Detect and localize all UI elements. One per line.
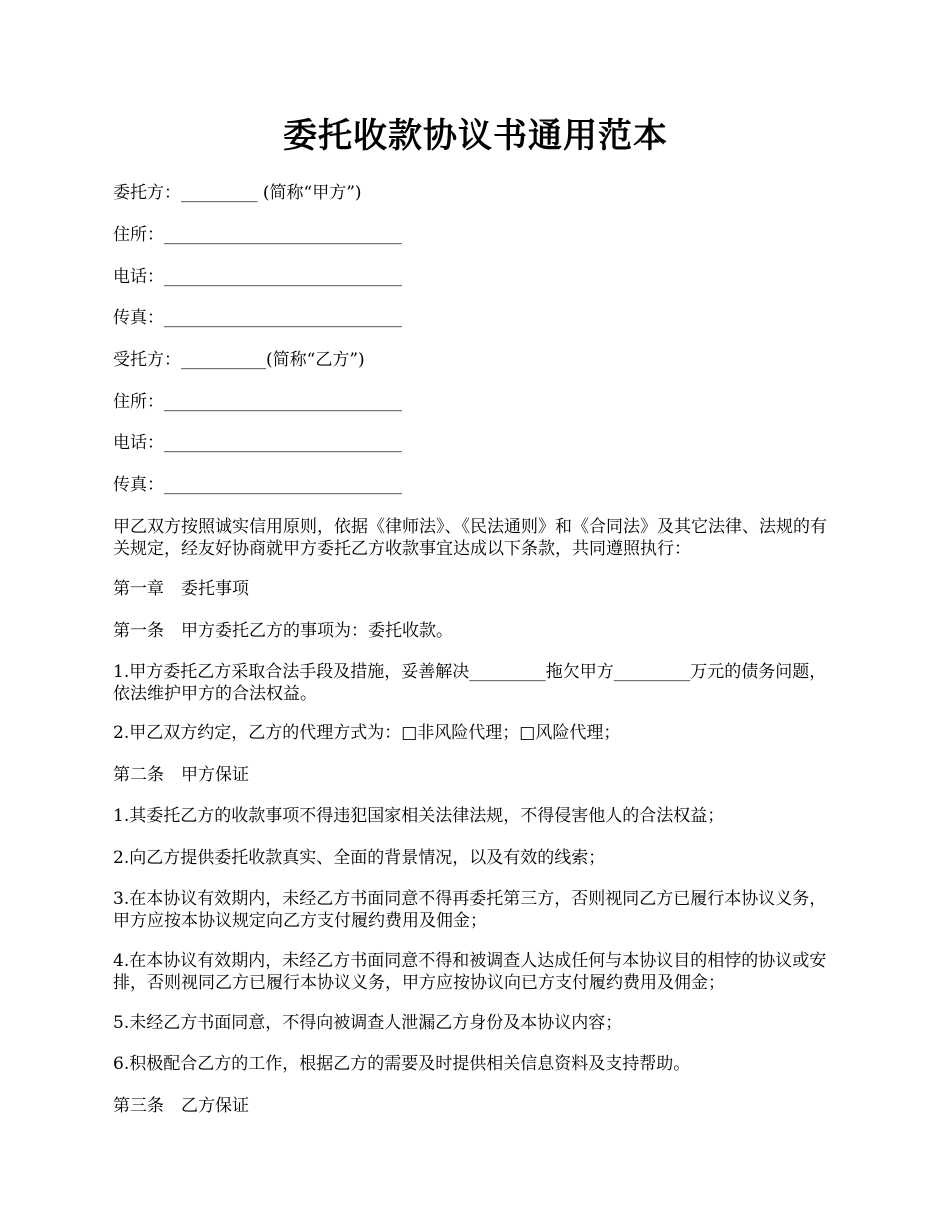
chapter-heading: 第一章 委托事项 <box>113 579 249 599</box>
client-fax-line: 传真：____________________________ <box>113 308 402 328</box>
agent-phone-line: 电话：____________________________ <box>113 433 402 453</box>
document-title: 委托收款协议书通用范本 <box>283 116 668 156</box>
article-2-clause-2: 2.向乙方提供委托收款真实、全面的背景情况，以及有效的线索； <box>113 848 606 868</box>
agent-address-line: 住所：____________________________ <box>113 392 402 412</box>
article-3-heading: 第三条 乙方保证 <box>113 1096 249 1116</box>
client-address-line: 住所：____________________________ <box>113 225 402 245</box>
article-2-heading: 第二条 甲方保证 <box>113 765 249 785</box>
agent-name-line: 受托方：__________(简称“乙方”) <box>113 350 365 370</box>
article-2-clause-3: 3.在本协议有效期内，未经乙方书面同意不得再委托第三方，否则视同乙方已履行本协议义务，甲方应按本协议规定向乙方支付履约费用及佣金； <box>113 889 827 931</box>
article-1-clause-2: 2.甲乙双方约定，乙方的代理方式为：□非风险代理；□风险代理； <box>113 723 621 743</box>
client-phone-line: 电话：____________________________ <box>113 267 402 287</box>
article-2-clause-5: 5.未经乙方书面同意，不得向被调查人泄漏乙方身份及本协议内容； <box>113 1013 623 1033</box>
article-2-clause-1: 1.其委托乙方的收款事项不得违犯国家相关法律法规，不得侵害他人的合法权益； <box>113 806 725 826</box>
preamble-paragraph: 甲乙双方按照诚实信用原则，依据《律师法》、《民法通则》和《合同法》及其它法律、法规的有关规定，经友好协商就甲方委托乙方收款事宜达成以下条款，共同遵照执行： <box>113 517 827 559</box>
article-1-heading: 第一条 甲方委托乙方的事项为：委托收款。 <box>113 621 453 641</box>
article-2-clause-6: 6.积极配合乙方的工作，根据乙方的需要及时提供相关信息资料及支持帮助。 <box>113 1054 691 1074</box>
article-2-clause-4: 4.在本协议有效期内，未经乙方书面同意不得和被调查人达成任何与本协议目的相悖的协议或安排，否则视同乙方已履行本协议义务，甲方应按协议向已方支付履约费用及佣金； <box>113 951 827 993</box>
client-name-line: 委托方：_________ (简称“甲方”) <box>113 183 362 203</box>
article-1-clause-1: 1.甲方委托乙方采取合法手段及措施，妥善解决_________拖欠甲方_________万元的债务问题，依法维护甲方的合法权益。 <box>113 662 827 704</box>
agent-fax-line: 传真：____________________________ <box>113 475 402 495</box>
